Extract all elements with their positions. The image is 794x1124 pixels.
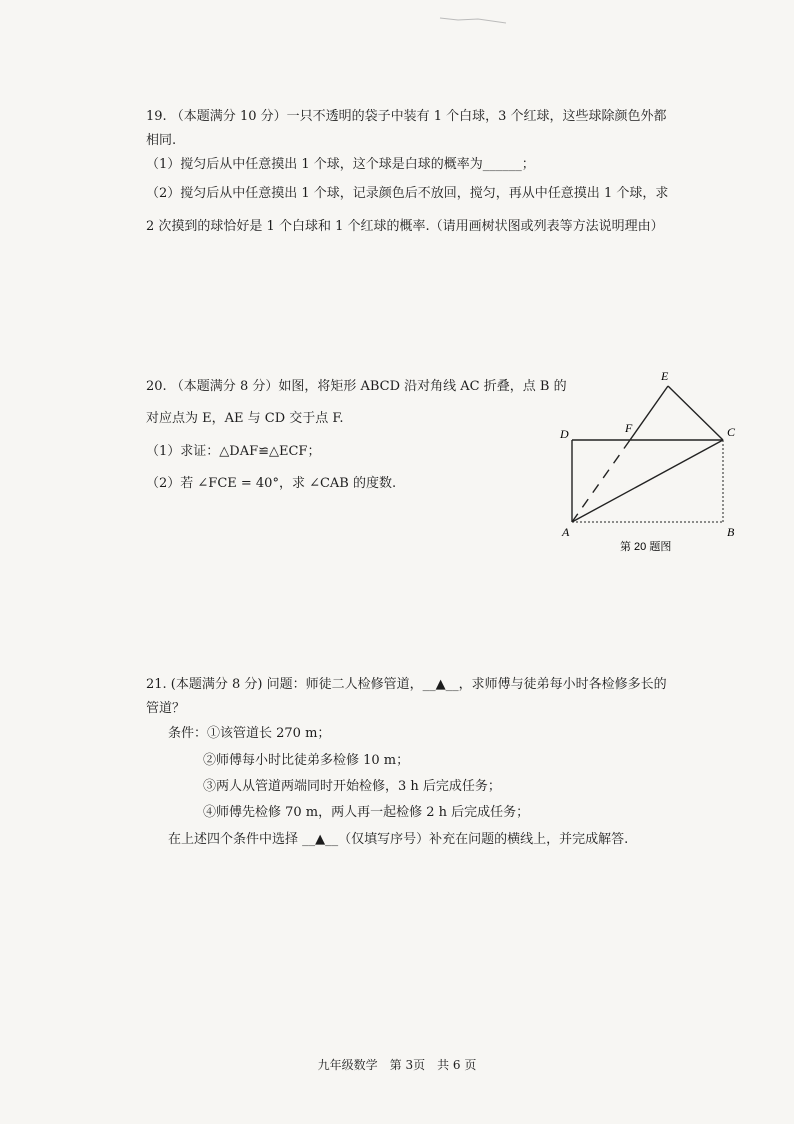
label-a: A (562, 525, 570, 539)
figure-caption: 第 20 题图 (620, 541, 672, 553)
q20-part-2: （2）若 ∠FCE = 40°，求 ∠CAB 的度数. (146, 476, 397, 491)
q21-line-2: 管道？ (146, 701, 186, 716)
q19-line-2: 相同. (146, 133, 177, 148)
q19-part-1: （1）搅匀后从中任意摸出 1 个球，这个球是白球的概率为______； (146, 157, 535, 172)
q20-line-2: 对应点为 E，AE 与 CD 交于点 F. (146, 411, 344, 426)
diagonal-ac (572, 440, 723, 522)
label-d: D (560, 427, 569, 441)
page-footer: 九年级数学 第 3页 共 6 页 (317, 1058, 477, 1072)
scan-artifact (438, 14, 508, 24)
segment-fe (630, 386, 668, 440)
label-b: B (727, 525, 735, 539)
q20-part-1: （1）求证：△DAF≌△ECF； (146, 444, 321, 459)
q19-line-1: 19. （本题满分 10 分）一只不透明的袋子中装有 1 个白球，3 个红球，这些球除颜色外都 (146, 109, 667, 124)
q21-condition-4: ④师傅先检修 70 m，两人再一起检修 2 h 后完成任务； (203, 805, 530, 820)
q20-line-1: 20. （本题满分 8 分）如图，将矩形 ABCD 沿对角线 AC 折叠，点 B 的 (146, 379, 567, 394)
segment-ec (668, 386, 723, 440)
q21-condition-1: 条件：①该管道长 270 m； (168, 726, 331, 741)
q21-line-3: 在上述四个条件中选择 __▲__（仅填写序号）补充在问题的横线上，并完成解答. (168, 832, 629, 847)
figure-20 (548, 364, 758, 554)
q21-condition-2: ②师傅每小时比徒弟多检修 10 m； (203, 753, 410, 768)
q19-line-5: 2 次摸到的球恰好是 1 个白球和 1 个红球的概率.（请用画树状图或列表等方法说明理由） (146, 219, 664, 234)
q21-line-1: 21. (本题满分 8 分) 问题：师徒二人检修管道，__▲__，求师傅与徒弟每小时各检修多长的 (146, 677, 667, 692)
segment-af (572, 440, 630, 522)
label-c: C (727, 425, 736, 439)
q21-condition-3: ③两人从管道两端同时开始检修，3 h 后完成任务； (203, 779, 501, 794)
q19-part-2: （2）搅匀后从中任意摸出 1 个球，记录颜色后不放回，搅匀，再从中任意摸出 1 个球，求 (146, 186, 669, 201)
label-e: E (661, 369, 669, 383)
label-f: F (625, 421, 633, 435)
